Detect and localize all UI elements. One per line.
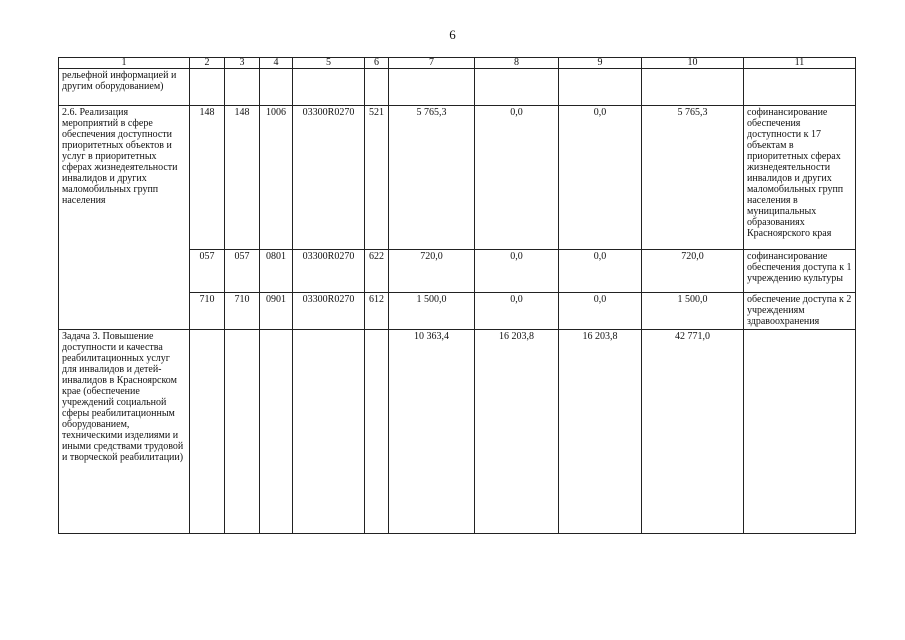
cell: 16 203,8 <box>559 330 642 534</box>
cell: 1006 <box>260 106 293 250</box>
column-header: 10 <box>642 58 744 69</box>
cell <box>260 69 293 106</box>
table-row <box>59 69 856 106</box>
table-row <box>59 106 856 250</box>
cell <box>365 69 389 106</box>
row-note <box>744 69 856 106</box>
header-row <box>59 58 856 69</box>
cell: 521 <box>365 106 389 250</box>
cell: 720,0 <box>389 250 475 293</box>
cell: 5 765,3 <box>389 106 475 250</box>
column-header: 1 <box>59 58 190 69</box>
cell: 057 <box>225 250 260 293</box>
column-header: 2 <box>190 58 225 69</box>
cell <box>260 330 293 534</box>
cell: 622 <box>365 250 389 293</box>
cell: 148 <box>225 106 260 250</box>
cell: 710 <box>190 293 225 330</box>
cell: 1 500,0 <box>642 293 744 330</box>
cell: 03300R0270 <box>293 250 365 293</box>
cell <box>190 69 225 106</box>
column-header: 3 <box>225 58 260 69</box>
cell <box>225 69 260 106</box>
column-header: 11 <box>744 58 856 69</box>
column-header: 8 <box>475 58 559 69</box>
cell: 0,0 <box>475 293 559 330</box>
row-note: софинансирование обеспечения доступа к 1 учреждению культуры <box>744 250 856 293</box>
cell: 10 363,4 <box>389 330 475 534</box>
row-note <box>744 330 856 534</box>
column-header: 9 <box>559 58 642 69</box>
cell <box>225 330 260 534</box>
cell: 057 <box>190 250 225 293</box>
cell: 0801 <box>260 250 293 293</box>
cell <box>642 69 744 106</box>
cell: 16 203,8 <box>475 330 559 534</box>
cell: 148 <box>190 106 225 250</box>
cell: 42 771,0 <box>642 330 744 534</box>
cell: 0,0 <box>475 106 559 250</box>
column-header: 4 <box>260 58 293 69</box>
cell <box>559 69 642 106</box>
page-number: 6 <box>449 27 456 42</box>
row-note: обеспечение доступа к 2 учреждениям здравоохранения <box>744 293 856 330</box>
cell: 0901 <box>260 293 293 330</box>
row-description: рельефной информацией и другим оборудованием) <box>59 69 190 106</box>
cell: 0,0 <box>559 293 642 330</box>
cell <box>365 330 389 534</box>
column-header: 7 <box>389 58 475 69</box>
cell: 5 765,3 <box>642 106 744 250</box>
cell: 03300R0270 <box>293 106 365 250</box>
cell: 03300R0270 <box>293 293 365 330</box>
cell: 1 500,0 <box>389 293 475 330</box>
column-header: 5 <box>293 58 365 69</box>
row-description: Задача 3. Повышение доступности и качества реабилитационных услуг для инвалидов и детей-инвалидов в Красноярском крае (обеспечение учреждений социальной сферы реабилитационным оборудованием, техническими изделиями и иными средствами трудовой и творческой реабилитации) <box>59 330 190 534</box>
column-header: 6 <box>365 58 389 69</box>
cell: 0,0 <box>475 250 559 293</box>
cell <box>475 69 559 106</box>
cell: 0,0 <box>559 106 642 250</box>
cell: 710 <box>225 293 260 330</box>
row-description: 2.6. Реализация мероприятий в сфере обеспечения доступности приоритетных объектов и услуг в приоритетных сферах жизнедеятельности инвалидов и других маломобильных групп населения <box>59 106 190 330</box>
cell: 0,0 <box>559 250 642 293</box>
cell: 720,0 <box>642 250 744 293</box>
cell <box>293 330 365 534</box>
row-note: софинансирование обеспечения доступности к 17 объектам в приоритетных сферах жизнедеятельности инвалидов и других маломобильных групп населения в муниципальных образованиях Красноярского края <box>744 106 856 250</box>
table-row <box>59 330 856 534</box>
cell <box>389 69 475 106</box>
cell: 612 <box>365 293 389 330</box>
budget-table <box>58 57 856 534</box>
cell <box>293 69 365 106</box>
cell <box>190 330 225 534</box>
